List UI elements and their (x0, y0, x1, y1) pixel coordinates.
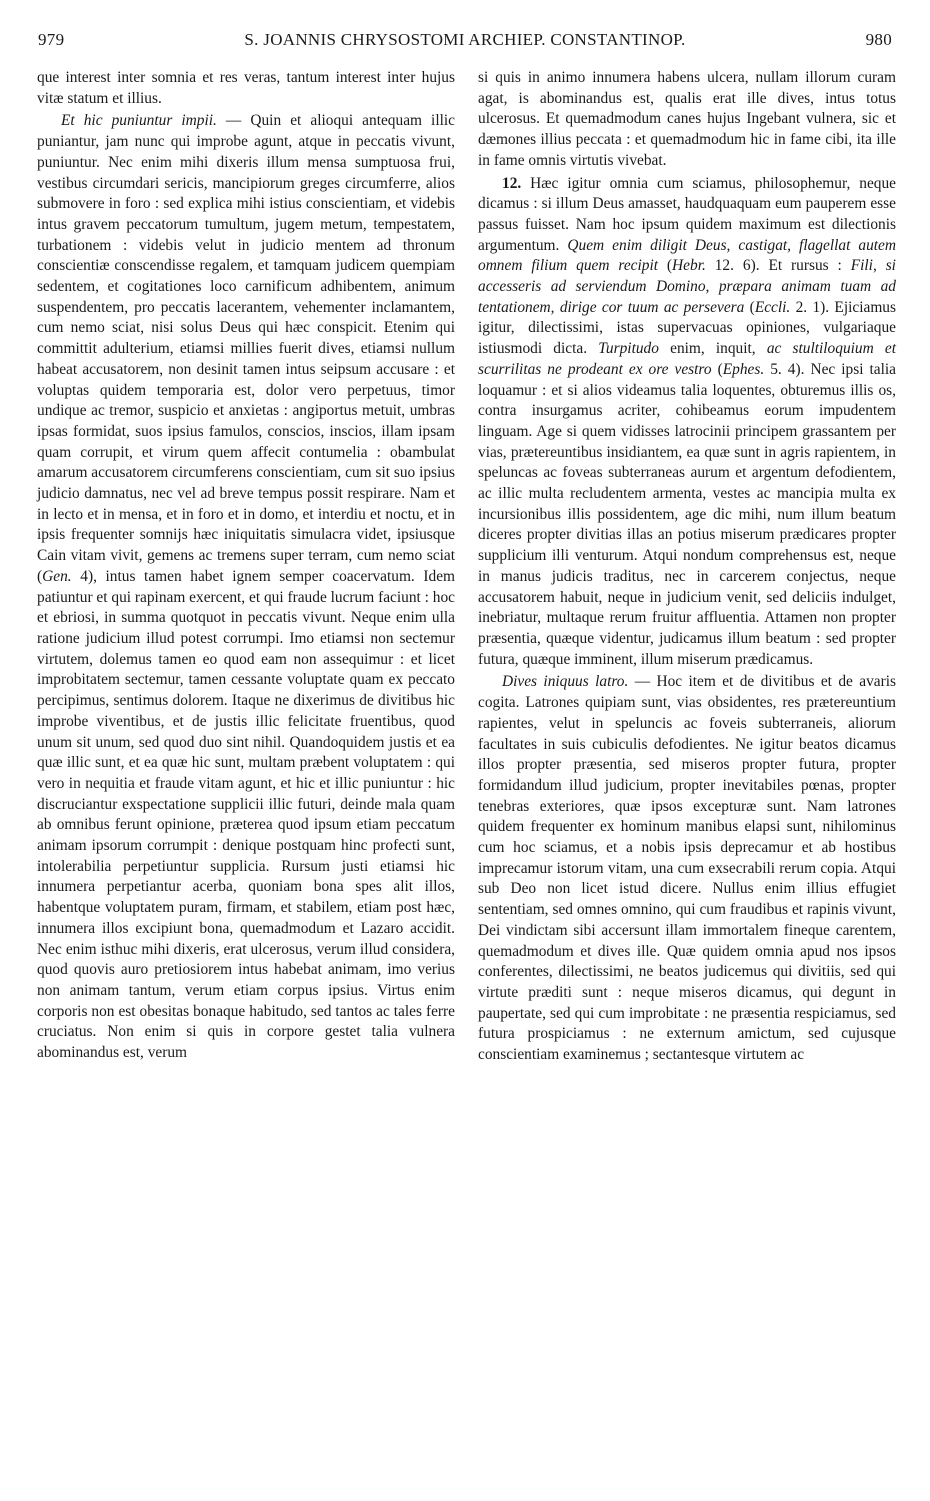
italic-text: Turpitudo (598, 340, 659, 358)
text-run: 2. 1). Ejiciamus igitur, dilectissimi, istas supervacuas opiniones, vulgariaque istiusmodi dicta. (478, 298, 896, 358)
right-column (478, 68, 896, 1066)
page-number-left: 979 (38, 30, 65, 49)
paragraph (478, 174, 896, 671)
text-run: 4), intus tamen habet ignem semper coacervatum. Idem patiuntur et qui rapinam exercent, et qui fraude lucrum faciunt : hoc et ebriosi, in summa quotquot in peccatis vivunt. Neque enim ulla ratione judicium illud potest corrumpi. Imo etiamsi non sectemur virtutem, dolemus tamen eo quod eam non assequimur : et licet improbitatem sectemur, tamen cessante voluptate quam ex peccato percipimus, sentimus dolorem. Itaque ne dixerimus de divitibus hic improbe viventibus, et de justis illic felicitate fruentibus, quod unum sit unum, sed quod duo sint nihil. Quandoquidem justis et ea quæ illic sunt, et ea quæ hic sunt, multam præbent voluptatem : qui vero in nequitia et fraude vitam agunt, et hic et illic puniuntur : hic discruciantur exspectatione supplicii illic futuri, deinde mala quam ab omnibus ferunt opinione, præterea quod ipsum etiam peccatum animam ipsorum corrumpit : denique postquam hinc profecti sunt, intolerabilia perpetiuntur supplicia. Rursum justi etiamsi hic innumera perpetiantur acerba, quoniam bona spes alit illos, habentque voluptatem puram, firmam, et stabilem, etiam post hæc, innumera illos excipiunt bona, quemadmodum et Lazaro accidit. Nec enim isthuc mihi dixeris, erat ulcerosus, verum illud considera, quod quovis auro pretiosiorem intus habebat animam, imo verius non animam tantum, verum etiam corpus ipsius. Virtus enim corporis non est obesitas bonaque habitudo, sed tantos ac tales ferre cruciatus. Non enim si quis in corpore gestet talia vulnera abominandus est, verum (37, 567, 455, 1062)
paragraph (478, 68, 896, 172)
paragraph (37, 68, 455, 109)
text-run: si quis in animo innumera habens ulcera, nullam illorum curam agat, is abominandus est, qualis erat ille dives, intus totus ulcerosus. Et quemadmodum canes hujus Ingebant vulnera, sic et dæmones illius peccata : et quemadmodum hic in fame cibi, ita ille in fame omnis virtutis vivebat. (478, 69, 896, 169)
italic-text: Et hic puniuntur impii. (61, 112, 217, 130)
italic-text: Gen. (42, 567, 72, 585)
text-run: — Hoc item et de divitibus et de avaris cogita. Latrones quipiam sunt, vias obsidentes, res prætereuntium rapientes, velut in speluncis ac foveis subterraneis, aliorum facultates in suis cubiculis defodientes. Ne igitur beatos dicamus illos propter præsentia, sed miseros propter futura, propter formidandum illud judicium, propter inevitabiles pœnas, propter tenebras exteriores, quæ ipsos excepturæ sunt. Nam latrones quidem frequenter ex hominum manibus elapsi sunt, nihilominus cum hoc sciamus, et a nobis ipsis deprecamur et ab hostibus imprecamur istorum vitam, una cum exsecrabili rerum copia. Atqui sub Deo non licet istud dicere. Nullus enim illius effugiet sententiam, sed omnes omnino, qui cum fraudibus et rapinis vivunt, Dei vindictam sibi accersunt illam immortalem fineque carentem, quemadmodum et dives ille. Quæ quidem omnia apud nos ipsos conferentes, dilectissimi, ne beatos judicemus qui divitiis, sed qui virtute præditi sunt : neque miseros dicamus, qui degunt in paupertate, sed qui cum improbitate : ne præsentia respiciamus, sed futura prospiciamus : ne externum amictum, sed cujusque conscientiam examinemus ; sectantesque virtutem ac (478, 673, 896, 1064)
italic-text: Dives iniquus latro. (502, 673, 629, 691)
text-run: enim, inquit, (658, 340, 767, 358)
paragraph (37, 111, 455, 1063)
italic-text: Quem enim diligit Deus, castigat, flagellat autem omnem filium quem recipit (478, 236, 896, 275)
italic-text: Eccli. (754, 298, 791, 316)
text-run: ( (658, 257, 673, 275)
italic-text: Ephes. (722, 360, 765, 378)
running-header (38, 30, 892, 60)
text-run: — Quin et alioqui antequam illic puniantur, jam nunc qui improbe agunt, atque in peccatis vivunt, puniuntur. Nec enim mihi dixeris illum mensa sumptuosa frui, vestibus circumdari sericis, mancipiorum greges circumferre, alios submovere in foro : sed explica mihi istius conscientiam, et videbis intus gravem peccatorum tumultum, jugem metum, tempestatem, turbationem : videbis velut in judicio mentem ad thronum conscientiæ conscendisse regalem, et tamquam judicem quempiam sedentem, et cogitationes loco carnificum adhibentem, animum suspendentem, pro peccatis lacerantem, vehementer inclamantem, cum nemo sciat, nisi solus Deus qui hæc conspicit. Etenim qui committit adulterium, etiamsi millies fuerit dives, etiamsi nullum habeat accusatorem, non desinit tamen intus seipsum accusare : et voluptas quidem temporaria est, dolor vero perpetuus, timor undique ac tremor, suspicio et anxietas : angiportus metuit, umbras ipsas formidat, suos ipsius famulos, conscios, inscios, illam ipsam quam corrupit, et virum quem affecit contumelia : obambulat amarum accusatorem circumferens conscientiam, cum sit suo ipsius judicio damnatus, nec vel ad breve tempus possit respirare. Nam et in lecto et in mensa, et in foro et in domo, et interdiu et noctu, et in ipsis frequenter somnijs hæc iniquitatis simulacra videt, ipsiusque Cain vitam vivit, gemens ac tremens super terram, cum nemo sciat ( (37, 112, 455, 585)
italic-text: Fili, si accesseris ad serviendum Domino, præpara animam tuam ad tentationem, dirige cor tuum ac persevera (478, 257, 896, 316)
text-run: que interest inter somnia et res veras, tantum interest inter hujus vitæ statum et illius. (37, 69, 455, 107)
text-run: Hæc igitur omnia cum sciamus, philosophemur, neque dicamus : si illum Deus amasset, haudquaquam eum pauperem esse passus fuisset. Nam hoc ipsum quidem maximum est dilectionis argumentum. (478, 174, 896, 254)
text-run: 12. 6). Et rursus : (705, 257, 851, 275)
section-number: 12. (502, 174, 522, 192)
italic-text: ac stultiloquium et scurrilitas ne prodeant ex ore vestro (478, 340, 896, 378)
italic-text: Hebr. (672, 257, 706, 275)
left-column (37, 68, 455, 1064)
text-run: ( (711, 360, 723, 378)
paragraph (478, 672, 896, 1065)
text-run: 5. 4). Nec ipsi talia loquamur : et si alios videamus talia loquentes, obturemus illis os, contra insurgamus acriter, cohibeamus eorum impudentem linguam. Age si quem vidisses latrocinii principem grassantem per vias, prætereuntibus insidiantem, ea quæ sunt in agris rapientem, in speluncas ac foveas subterraneas aurum et argentum defodientem, ac illic multa recludentem armenta, vestes ac mancipia multa ex incursionibus illis possidentem, age dic mihi, num illum beatum diceres propter divitias illas an potius miserum prædicares propter supplicium illi venturum. Atqui nondum comprehensus est, neque in manus judicis traditus, nec in carcerem conjectus, neque accusatorem habuit, neque in judicium venit, sed deliciis indulget, inebriatur, multaque rerum fruitur affluentia. Attamen non propter præsentia, quæque videntur, judicamus illum beatum : sed propter futura, quæque imminent, illum miserum prædicamus. (478, 360, 896, 668)
running-title: S. JOANNIS CHRYSOSTOMI ARCHIEP. CONSTANTINOP. (244, 30, 686, 49)
page-number-right: 980 (865, 30, 892, 49)
text-run: ( (744, 298, 755, 316)
